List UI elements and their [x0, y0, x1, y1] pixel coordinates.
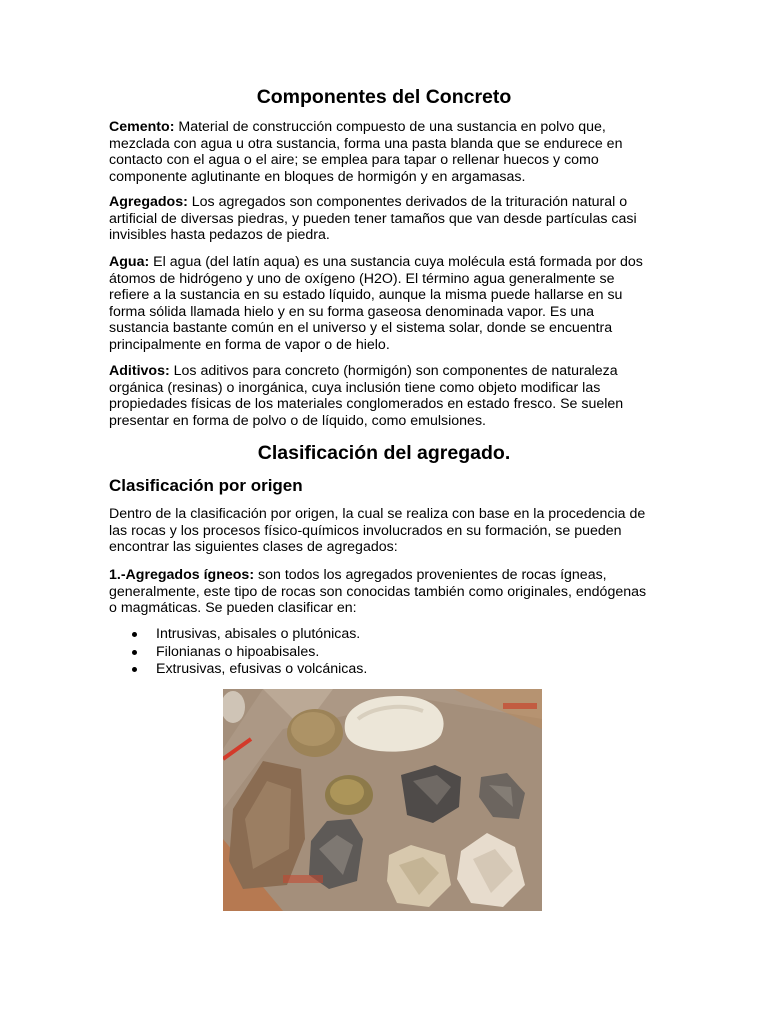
- paragraph-igneos: [109, 567, 654, 617]
- title-clasificacion: Clasificación del agregado.: [257, 442, 511, 464]
- rocks-photo-illustration: [223, 689, 542, 911]
- label-aditivos: Aditivos:: [109, 363, 170, 379]
- label-igneos: 1.-Agregados ígneos:: [109, 567, 255, 583]
- text-agua: El agua (del latín aqua) es una sustancia cuya molécula está formada por dos átomos de hidrógeno y uno de oxígeno (H2O). El término agua generalmente se refiere a la sustancia en su estado líquido, aunque la misma puede hallarse en su forma sólida llamada hielo y en su forma gaseosa denominada vapor. Es una sustancia bastante común en el universo y el sistema solar, donde se encuentra principalmente en forma de vapor o de hielo.: [109, 254, 643, 353]
- bullet-icon: [132, 632, 137, 637]
- title-componentes: Componentes del Concreto: [256, 86, 512, 108]
- label-agregados: Agregados:: [109, 194, 188, 210]
- list-item-text: Extrusivas, efusivas o volcánicas.: [156, 661, 368, 677]
- paragraph-intro: Dentro de la clasificación por origen, la cual se realiza con base en la procedencia de las rocas y los procesos físico-químicos involucrados en su formación, se pueden encontrar las siguientes clases de agregados:: [109, 506, 646, 556]
- bullet-icon: [132, 650, 137, 655]
- text-agregados: Los agregados son componentes derivados de la trituración natural o artificial de diversas piedras, y pueden tener tamaños que van desde partículas casi invisibles hasta pedazos de piedra.: [109, 194, 637, 244]
- paragraph-agregados: [109, 194, 654, 244]
- bullet-icon: [132, 667, 137, 672]
- list-item-text: Filonianas o hipoabisales.: [156, 643, 320, 660]
- list-item: [109, 626, 654, 644]
- bullet-list: [109, 626, 654, 679]
- paragraph-agua: [109, 254, 654, 354]
- text-cemento: Material de construcción compuesto de una sustancia en polvo que, mezclada con agua u otra sustancia, forma una pasta blanda que se endurece en contacto con el agua o el aire; se emplea para tapar o rellenar huecos y como componente aglutinante en bloques de hormigón y en argamasas.: [109, 119, 623, 185]
- label-cemento: Cemento:: [109, 119, 175, 135]
- paragraph-aditivos: [109, 363, 654, 429]
- list-item: [109, 644, 654, 662]
- subheading-origen: Clasificación por origen: [109, 476, 303, 495]
- text-igneos: son todos los agregados provenientes de rocas ígneas, generalmente, este tipo de rocas son conocidas también como originales, endógenas o magmáticas. Se pueden clasificar en:: [109, 567, 647, 617]
- rocks-photo: [223, 689, 542, 911]
- label-agua: Agua:: [109, 254, 150, 270]
- text-aditivos: Los aditivos para concreto (hormigón) son componentes de naturaleza orgánica (resinas) o inorgánica, cuya inclusión tiene como objeto modificar las propiedades físicas de los materiales conglomerados en estado fresco. Se suelen presentar en forma de polvo o de líquido, como emulsiones.: [109, 363, 624, 429]
- list-item: [109, 661, 654, 679]
- list-item-text: Intrusivas, abisales o plutónicas.: [156, 626, 361, 642]
- paragraph-cemento: [109, 119, 654, 185]
